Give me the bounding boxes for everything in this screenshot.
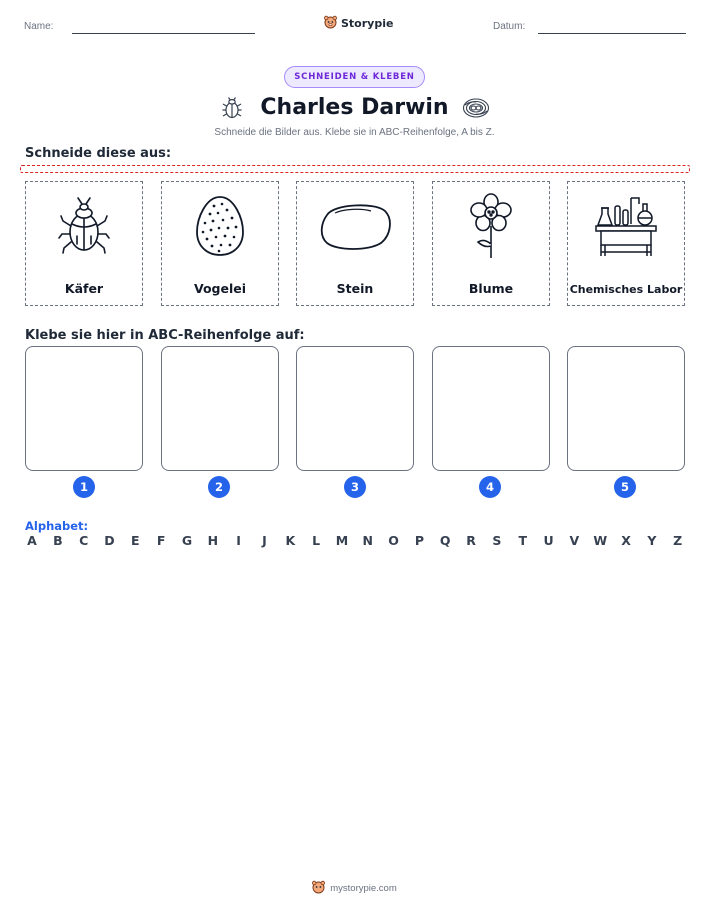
- storypie-mascot-icon: [324, 14, 337, 33]
- alphabet-letter: Y: [647, 533, 657, 548]
- paste-number-2: 2: [208, 476, 230, 498]
- cut-card-chemisches-labor[interactable]: [567, 181, 685, 306]
- speckled-egg-icon: [194, 194, 246, 262]
- paste-box-2[interactable]: [161, 346, 279, 471]
- title-row: [0, 92, 709, 124]
- alphabet-letter: A: [27, 533, 37, 548]
- paste-number-1: 1: [73, 476, 95, 498]
- alphabet-letter: Q: [439, 533, 451, 548]
- alphabet-letter: H: [207, 533, 219, 548]
- flower-icon: [464, 192, 518, 264]
- footer-url[interactable]: mystorypie.com: [330, 883, 397, 894]
- cut-card-label: Chemisches Labor: [569, 283, 683, 296]
- alphabet-letter: V: [569, 533, 580, 548]
- instructions: Schneide die Bilder aus. Klebe sie in ABC-Reihenfolge, A bis Z.: [214, 127, 495, 138]
- alphabet-letter: X: [621, 533, 631, 548]
- alphabet-letter: E: [131, 533, 140, 548]
- brand-logo: [324, 14, 393, 33]
- alphabet-letter: M: [335, 533, 349, 548]
- alphabet-letter: B: [53, 533, 63, 548]
- alphabet-letter: F: [156, 533, 166, 548]
- alphabet-letter: P: [414, 533, 424, 548]
- paste-number-4: 4: [479, 476, 501, 498]
- paste-box-4[interactable]: [432, 346, 550, 471]
- cut-card-vogelei[interactable]: [161, 181, 279, 306]
- page-title: Charles Darwin: [260, 95, 449, 120]
- name-line: [72, 33, 255, 34]
- beetle-icon: [220, 96, 244, 124]
- brand-name: Storypie: [341, 17, 394, 30]
- alphabet-letter: N: [362, 533, 373, 548]
- alphabet-letter: L: [312, 533, 321, 548]
- alphabet-letter: J: [262, 533, 267, 548]
- footer: [0, 879, 709, 898]
- bird-nest-icon: [462, 96, 490, 124]
- alphabet-letter: R: [466, 533, 476, 548]
- cut-card-kaefer[interactable]: [25, 181, 143, 306]
- alphabet-letter: G: [181, 533, 193, 548]
- alphabet-letter: S: [492, 533, 502, 548]
- paste-section-heading: Klebe sie hier in ABC-Reihenfolge auf:: [25, 328, 305, 343]
- beetle-icon: [56, 196, 112, 260]
- cut-section-heading: Schneide diese aus:: [25, 146, 172, 161]
- name-label: Name:: [24, 21, 54, 32]
- cut-card-label: Stein: [336, 281, 374, 296]
- paste-box-1[interactable]: [25, 346, 143, 471]
- date-line: [538, 33, 686, 34]
- alphabet-letter: K: [285, 533, 296, 548]
- alphabet-row: [25, 533, 685, 551]
- storypie-mascot-icon: [312, 879, 325, 898]
- alphabet-letter: C: [79, 533, 89, 548]
- alphabet-letter: D: [104, 533, 115, 548]
- alphabet-letter: W: [593, 533, 608, 548]
- paste-box-5[interactable]: [567, 346, 685, 471]
- alphabet-letter: Z: [673, 533, 683, 548]
- alphabet-letter: U: [543, 533, 554, 548]
- alphabet-letter: I: [236, 533, 241, 548]
- cut-card-blume[interactable]: [432, 181, 550, 306]
- alphabet-letter: O: [388, 533, 399, 548]
- worksheet-header: [24, 14, 686, 38]
- alphabet-heading: Alphabet:: [25, 519, 89, 533]
- cut-card-stein[interactable]: [296, 181, 414, 306]
- date-label: Datum:: [493, 21, 526, 32]
- paste-number-5: 5: [614, 476, 636, 498]
- chemistry-lab-icon: [593, 194, 659, 262]
- cut-card-label: Vogelei: [193, 281, 247, 296]
- cut-card-label: Blume: [468, 281, 514, 296]
- paste-number-3: 3: [344, 476, 366, 498]
- cut-line: [20, 165, 690, 173]
- activity-badge: SCHNEIDEN & KLEBEN: [284, 66, 425, 88]
- alphabet-letter: T: [518, 533, 527, 548]
- paste-box-3[interactable]: [296, 346, 414, 471]
- cut-card-label: Käfer: [64, 281, 104, 296]
- stone-icon: [317, 199, 393, 257]
